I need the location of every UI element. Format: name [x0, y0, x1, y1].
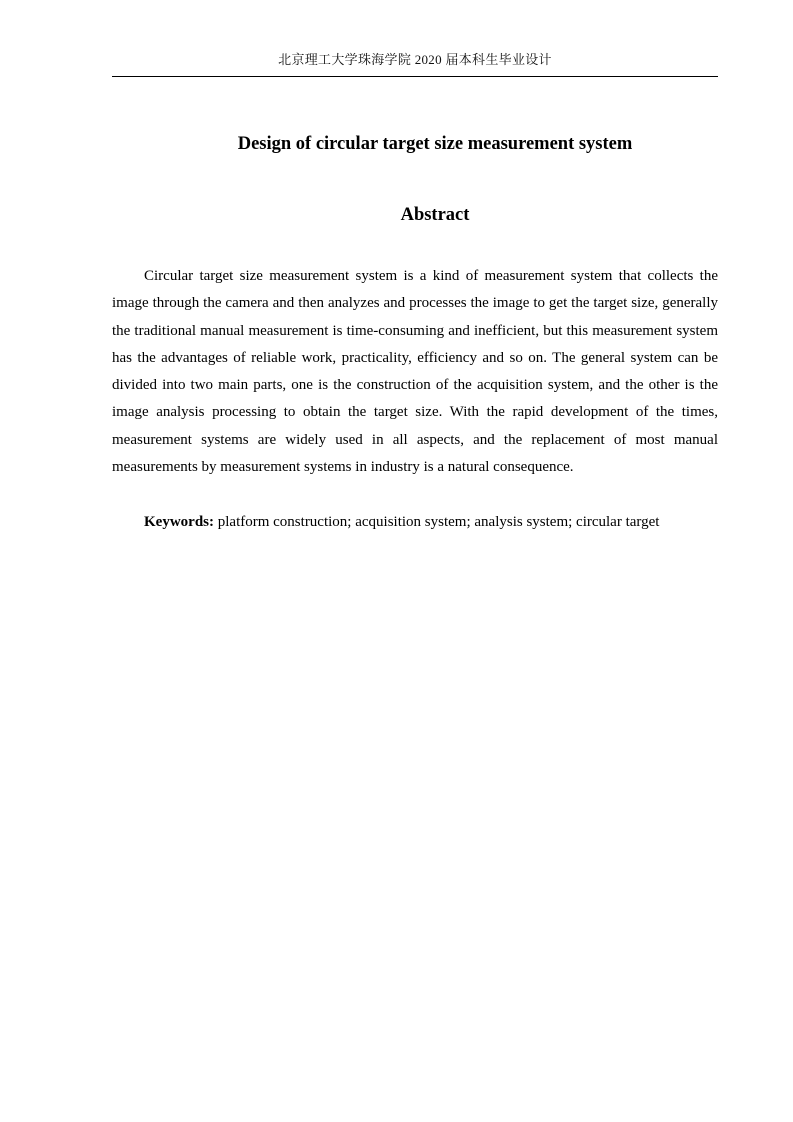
page-header: [112, 50, 718, 77]
header-text: 北京理工大学珠海学院 2020 届本科生毕业设计: [278, 52, 552, 67]
keywords-label: Keywords:: [144, 514, 214, 530]
abstract-heading: Abstract: [400, 205, 470, 225]
keywords-line: [112, 509, 718, 536]
abstract-body: Circular target size measurement system is a kind of measurement system that collects the image through the camera and then analyzes and processes the image to get the target size, generally the traditional manual measurement is time-consuming and inefficient, but this measurement system has the advantages of reliable work, practicality, efficiency and so on. The general system can be divided into two main parts, one is the construction of the acquisition system, and the other is the image analysis processing to obtain the target size. With the rapid development of the times, measurement systems are widely used in all aspects, and the replacement of most manual measurements by measurement systems in industry is a natural consequence.: [112, 268, 718, 476]
document-title: Design of circular target size measurement system: [237, 134, 633, 154]
keywords-text: platform construction; acquisition system; analysis system; circular target: [214, 514, 660, 530]
